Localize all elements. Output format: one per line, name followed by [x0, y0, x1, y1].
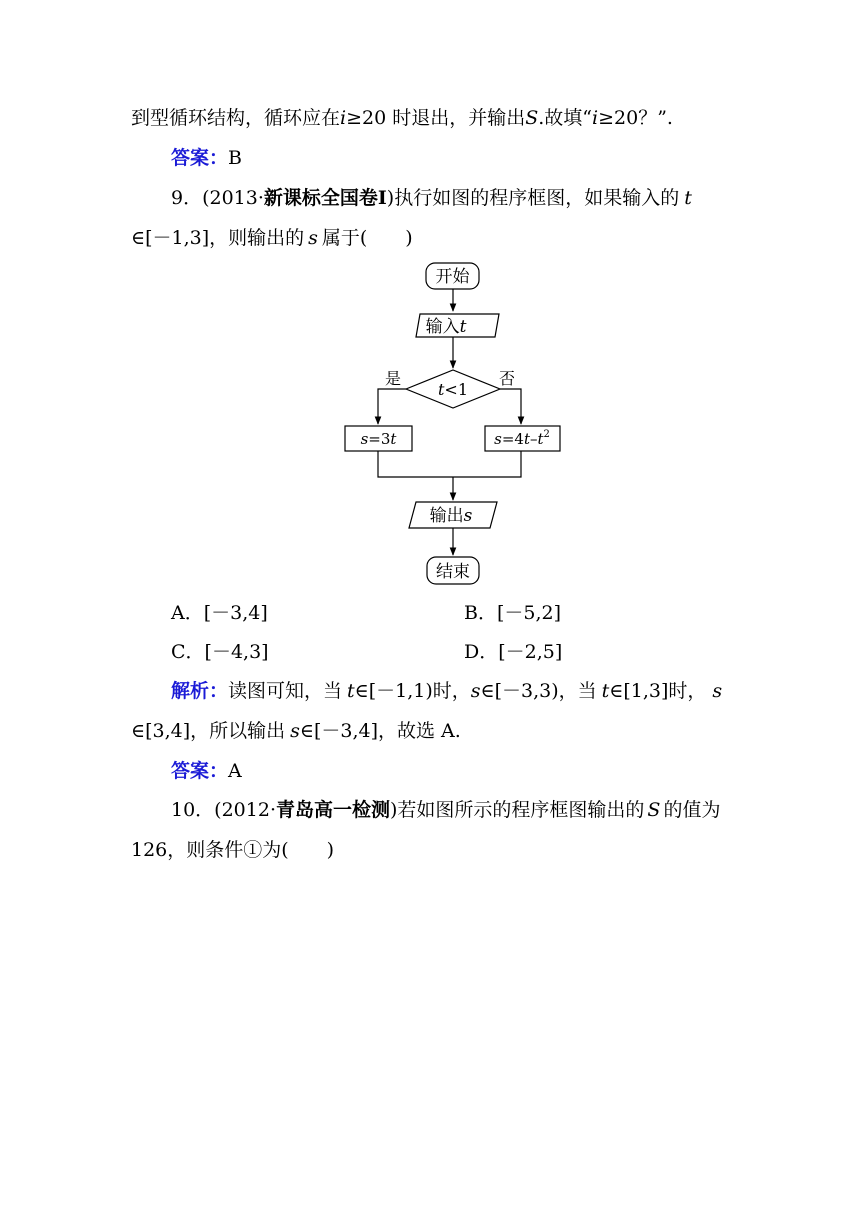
output-var: s	[463, 506, 473, 526]
cond-var: t	[437, 380, 445, 399]
output-label	[430, 506, 473, 526]
var-t: t	[390, 430, 397, 448]
yes-label: 是	[384, 369, 402, 388]
analysis-text: ∈[1,3]时，	[609, 680, 707, 702]
analysis-line-1	[171, 679, 722, 703]
option-a: A．[－3,4]	[171, 602, 268, 624]
question-10-line-1	[171, 798, 720, 822]
question-text: 126，则条件①为( )	[131, 839, 335, 861]
analysis-text: ∈[－3,3)，当	[480, 680, 597, 702]
var-s: s	[470, 680, 481, 702]
question-text: )执行如图的程序框图，如果输入的	[386, 187, 680, 209]
no-label: 否	[498, 369, 516, 388]
minus: –	[529, 430, 538, 448]
cond-text: <1	[444, 380, 469, 399]
var-t: t	[347, 680, 355, 702]
var-s: s	[290, 720, 300, 742]
analysis-text: ∈[3,4]，所以输出	[131, 720, 286, 742]
analysis-label: 解析：	[171, 680, 229, 702]
option-d: D．[－2,5]	[464, 641, 563, 663]
var-t: t	[684, 187, 692, 209]
text-segment: ≥20 时退出，并输出	[346, 107, 526, 129]
end-label: 结束	[436, 562, 470, 582]
output-text: 输出	[429, 506, 464, 526]
connector-arrow	[378, 389, 406, 424]
text-segment: 到型循环结构，循环应在	[131, 107, 341, 129]
var-t: t	[601, 680, 610, 702]
var-S: S	[647, 799, 661, 821]
expr: =4	[501, 430, 524, 448]
answer-value: B	[228, 147, 242, 169]
answer-label: 答案：	[171, 760, 229, 782]
answer-line	[171, 759, 242, 783]
question-source: 新课标全国卷Ⅰ	[263, 187, 387, 209]
start-label: 开始	[435, 267, 470, 287]
var-S: S	[525, 107, 539, 129]
question-text: 的值为	[663, 799, 721, 821]
analysis-line-2	[131, 719, 461, 743]
analysis-text: ∈[－3,4]，故选 A.	[299, 720, 461, 742]
var-i: i	[592, 107, 599, 129]
input-label	[426, 317, 467, 337]
var-s: s	[360, 430, 369, 448]
question-source: 青岛高一检测	[275, 799, 390, 821]
analysis-text: 读图可知，当	[228, 680, 343, 702]
question-number: 9．(2013·	[171, 187, 264, 209]
expr: =3	[368, 430, 391, 448]
var-t: t	[537, 430, 544, 448]
left-process-label	[361, 430, 398, 448]
var-i: i	[340, 107, 347, 129]
answer-value: A	[228, 760, 242, 782]
merge-line	[378, 451, 521, 477]
option-b: B．[－5,2]	[464, 602, 562, 624]
answer-label: 答案：	[171, 147, 229, 169]
var-s: s	[494, 430, 502, 448]
exponent: 2	[543, 429, 550, 440]
var-t: t	[523, 430, 530, 448]
connector-arrow	[500, 389, 521, 424]
question-text: 属于( )	[321, 227, 413, 249]
input-var: t	[459, 317, 467, 337]
input-text: 输入	[425, 317, 460, 337]
question-number: 10．(2012·	[171, 799, 276, 821]
analysis-text: ∈[－1,1)时，	[354, 680, 471, 702]
text-segment: ≥20？”.	[598, 107, 673, 129]
question-text: ∈[－1,3]，则输出的	[131, 227, 305, 249]
var-s: s	[308, 227, 318, 249]
question-10-line-2	[131, 838, 334, 862]
question-text: )若如图所示的程序框图输出的	[390, 799, 645, 821]
condition-label	[438, 380, 468, 399]
var-s: s	[712, 680, 723, 702]
text-segment: .故填“	[538, 107, 593, 129]
right-process-label	[494, 429, 550, 448]
option-c: C．[－4,3]	[171, 641, 269, 663]
